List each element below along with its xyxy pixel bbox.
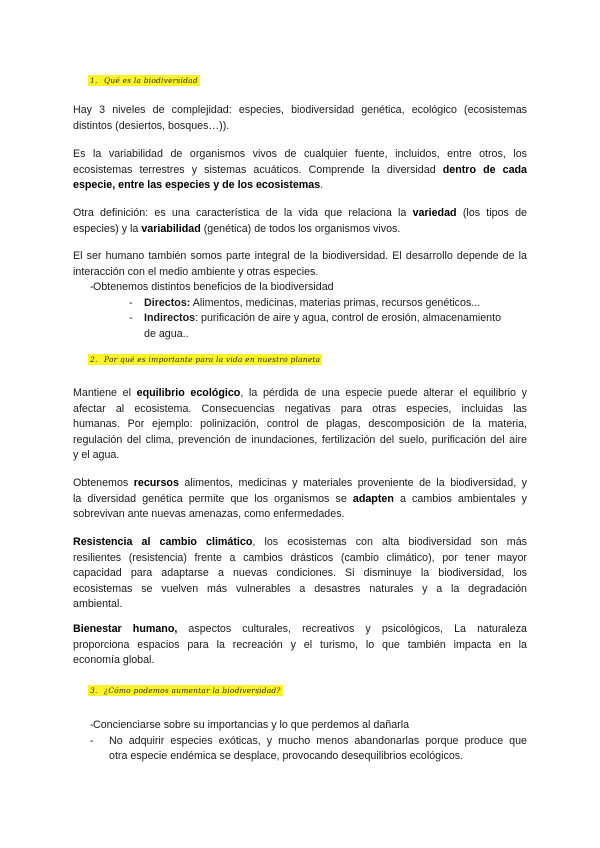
section-heading-3 xyxy=(88,682,283,700)
list-item: - Obtenemos distintos beneficios de la biodiversidad xyxy=(90,281,334,293)
list-item-direct: - Directos: Alimentos, medicinas, materias primas, recursos genéticos... xyxy=(129,296,481,309)
section-heading-1 xyxy=(88,72,200,90)
list-item-indirect: - Indirectos: purificación de aire y agua, control de erosión, almacenamiento de agua.. xyxy=(129,312,502,340)
section-number: 2. xyxy=(90,355,98,364)
section-title: ¿Cómo podemos aumentar la biodiversidad? xyxy=(104,686,281,695)
section-number: 1. xyxy=(90,76,98,85)
section-heading-2 xyxy=(88,351,322,369)
benefits-list xyxy=(73,280,527,342)
paragraph-resources: Obtenemos recursos alimentos, medicinas y materiales proveniente de la biodiversidad, y la diversidad genética permite que los organismos se adapten a cambios ambientales y sobrevivan ante nuevas amenazas, como enfermedades. xyxy=(73,477,527,520)
section-title: Por qué es importante para la vida en nuestro planeta xyxy=(104,355,321,364)
paragraph-human-being: El ser humano también somos parte integral de la biodiversidad. El desarrollo depende de la interacción con el medio ambiente y otras especies. xyxy=(73,250,527,278)
list-item: - No adquirir especies exóticas, y mucho menos abandonarlas porque produce que otra especie endémica se desplace, provocando desequilibrios ecológicos. xyxy=(90,734,527,762)
list-item: - Concienciarse sobre su importancias y lo que perdemos al dañarla xyxy=(90,719,410,731)
paragraph-levels: Hay 3 niveles de complejidad: especies, biodiversidad genética, ecológico (ecosistemas distintos (desiertos, bosques…)). xyxy=(73,104,527,132)
paragraph-definition: Es la variabilidad de organismos vivos de cualquier fuente, incluidos, entre otros, los ecosistemas terrestres y sistemas acuáticos. Comprende la diversidad dentro de cada especie, entre las especies y de los ecosistemas. xyxy=(73,148,527,191)
actions-list xyxy=(73,718,527,765)
paragraph-other-definition: Otra definición: es una característica de la vida que relaciona la variedad (los tipos de especies) y la variabilidad (genética) de todos los organismos vivos. xyxy=(73,207,527,235)
paragraph-human-wellbeing: Bienestar humano, aspectos culturales, recreativos y psicológicos, La naturaleza proporciona espacios para la recreación y el turismo, lo que también impacta en la economía global. xyxy=(73,623,527,666)
section-title: Qué es la biodiversidad xyxy=(104,76,198,85)
paragraph-ecological-balance: Mantiene el equilibrio ecológico, la pérdida de una especie puede alterar el equilibrio y afectar al ecosistema. Consecuencias negativas para otras especies, incluidas las humanas. Por ejemplo: polinización, control de plagas, descomposición de la materia, regulación del clima, prevención de inundaciones, fertilización del suelo, purificación del aire y el agua. xyxy=(73,387,527,461)
section-number: 3. xyxy=(90,686,98,695)
paragraph-climate-resistance: Resistencia al cambio climático, los ecosistemas con alta biodiversidad son más resilientes (resistencia) frente a cambios drásticos (cambio climático), por tener mayor capacidad para adaptarse a nuevas condiciones. Si disminuye la biodiversidad, los ecosistemas se vuelven más vulnerables a desastres naturales y a la degradación ambiental. xyxy=(73,536,527,610)
